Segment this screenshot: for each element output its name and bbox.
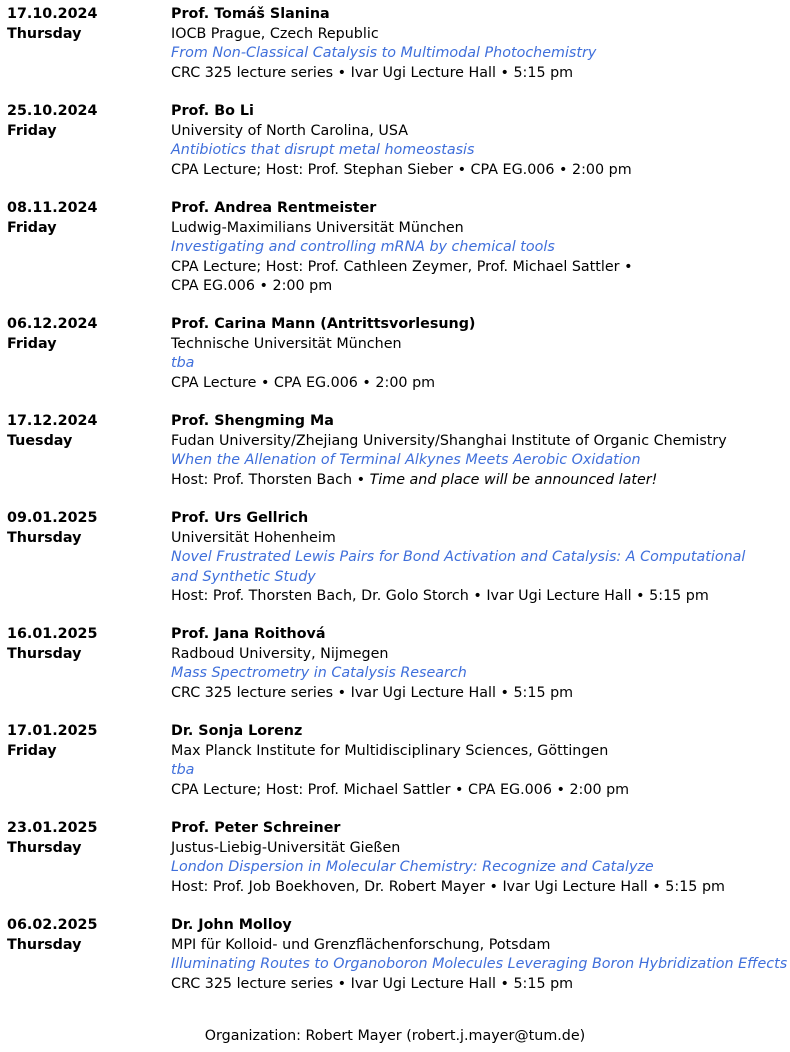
event-title: When the Allenation of Terminal Alkynes Meets Aerobic Oxidation [171, 452, 641, 468]
event-info-column [171, 315, 786, 393]
event-details-note: Time and place will be announced later! [369, 471, 658, 488]
event-date-column [7, 916, 167, 955]
event-affiliation: Max Planck Institute for Multidisciplinary Sciences, Göttingen [171, 742, 609, 759]
event-date: 25.10.2024 [7, 103, 98, 119]
event-info-column [171, 5, 786, 83]
event-title: Antibiotics that disrupt metal homeostasis [171, 142, 475, 158]
event-title: Investigating and controlling mRNA by chemical tools [171, 239, 555, 255]
event-details: Host: Prof. Thorsten Bach, Dr. Golo Storch • Ivar Ugi Lecture Hall • 5:15 pm [171, 588, 709, 604]
event-date: 08.11.2024 [7, 200, 98, 216]
event-affiliation: Fudan University/Zhejiang University/Shanghai Institute of Organic Chemistry [171, 432, 727, 449]
event-day: Thursday [7, 839, 82, 856]
event-day: Friday [7, 742, 57, 759]
event-details: CPA Lecture; Host: Prof. Cathleen Zeymer, Prof. Michael Sattler • [171, 258, 633, 275]
event-date: 17.01.2025 [7, 723, 98, 739]
event-date-column [7, 819, 167, 858]
event-speaker: Prof. Bo Li [171, 103, 254, 119]
event-title: tba [171, 355, 195, 371]
event-affiliation: IOCB Prague, Czech Republic [171, 25, 379, 42]
event-details: CRC 325 lecture series • Ivar Ugi Lecture Hall • 5:15 pm [171, 64, 574, 81]
event-title: Novel Frustrated Lewis Pairs for Bond Activation and Catalysis: A Computational and Synthetic Study [171, 549, 746, 585]
event-details: Host: Prof. Job Boekhoven, Dr. Robert Mayer • Ivar Ugi Lecture Hall • 5:15 pm [171, 878, 725, 895]
event-date-column [7, 412, 167, 451]
event-date: 06.12.2024 [7, 316, 98, 332]
event-title: Illuminating Routes to Organoboron Molecules Leveraging Boron Hybridization Effects [171, 956, 788, 972]
event-day: Thursday [7, 936, 82, 953]
event-details: CPA Lecture • CPA EG.006 • 2:00 pm [171, 374, 436, 391]
event-affiliation: Universität Hohenheim [171, 529, 336, 546]
event-details-continued: CPA EG.006 • 2:00 pm [171, 278, 333, 294]
event-date: 09.01.2025 [7, 510, 98, 526]
event-info-column [171, 102, 786, 180]
event-speaker: Prof. Tomáš Slanina [171, 6, 330, 22]
event-details: CPA Lecture; Host: Prof. Michael Sattler • CPA EG.006 • 2:00 pm [171, 781, 630, 798]
event-day: Friday [7, 335, 57, 352]
event-details: CRC 325 lecture series • Ivar Ugi Lecture Hall • 5:15 pm [171, 684, 574, 701]
event-affiliation: University of North Carolina, USA [171, 122, 409, 139]
event-title: tba [171, 762, 195, 778]
event-date: 23.01.2025 [7, 820, 98, 836]
event-title: From Non-Classical Catalysis to Multimodal Photochemistry [171, 45, 597, 61]
event-day: Thursday [7, 529, 82, 546]
event-details: CRC 325 lecture series • Ivar Ugi Lecture Hall • 5:15 pm [171, 975, 574, 992]
event-date: 16.01.2025 [7, 626, 98, 642]
event-day: Thursday [7, 25, 82, 42]
event-title: Mass Spectrometry in Catalysis Research [171, 665, 467, 681]
event-info-column [171, 819, 786, 897]
event-date: 17.10.2024 [7, 6, 98, 22]
event-day: Thursday [7, 645, 82, 662]
event-speaker: Prof. Urs Gellrich [171, 510, 309, 526]
event-speaker: Dr. John Molloy [171, 917, 292, 933]
event-date-column [7, 102, 167, 141]
event-details [171, 471, 786, 491]
event-date: 17.12.2024 [7, 413, 98, 429]
event-title: London Dispersion in Molecular Chemistry: Recognize and Catalyze [171, 859, 654, 875]
event-date-column [7, 5, 167, 44]
event-date-column [7, 199, 167, 238]
event-speaker: Prof. Shengming Ma [171, 413, 334, 429]
event-details-host: Host: Prof. Thorsten Bach • [171, 471, 370, 488]
event-affiliation: Ludwig-Maximilians Universität München [171, 219, 464, 236]
event-info-column [171, 722, 786, 800]
event-date-column [7, 722, 167, 761]
event-day: Friday [7, 122, 57, 139]
event-day: Tuesday [7, 432, 73, 449]
event-affiliation: Justus-Liebig-Universität Gießen [171, 839, 401, 856]
event-info-column [171, 412, 786, 490]
event-date-column [7, 625, 167, 664]
event-speaker: Prof. Jana Roithová [171, 626, 326, 642]
event-info-column [171, 199, 786, 297]
event-speaker: Prof. Carina Mann (Antrittsvorlesung) [171, 316, 476, 332]
event-affiliation: Technische Universität München [171, 335, 402, 352]
event-date: 06.02.2025 [7, 917, 98, 933]
event-info-column [171, 916, 786, 994]
event-speaker: Prof. Andrea Rentmeister [171, 200, 377, 216]
event-date-column [7, 509, 167, 548]
event-info-column [171, 509, 786, 607]
event-speaker: Dr. Sonja Lorenz [171, 723, 303, 739]
event-affiliation: MPI für Kolloid- und Grenzflächenforschung, Potsdam [171, 936, 551, 953]
event-speaker: Prof. Peter Schreiner [171, 820, 341, 836]
event-day: Friday [7, 219, 57, 236]
organization-footer: Organization: Robert Mayer (robert.j.mayer@tum.de) [204, 1028, 586, 1044]
event-affiliation: Radboud University, Nijmegen [171, 645, 389, 662]
event-date-column [7, 315, 167, 354]
event-info-column [171, 625, 786, 703]
event-details: CPA Lecture; Host: Prof. Stephan Sieber • CPA EG.006 • 2:00 pm [171, 161, 632, 178]
